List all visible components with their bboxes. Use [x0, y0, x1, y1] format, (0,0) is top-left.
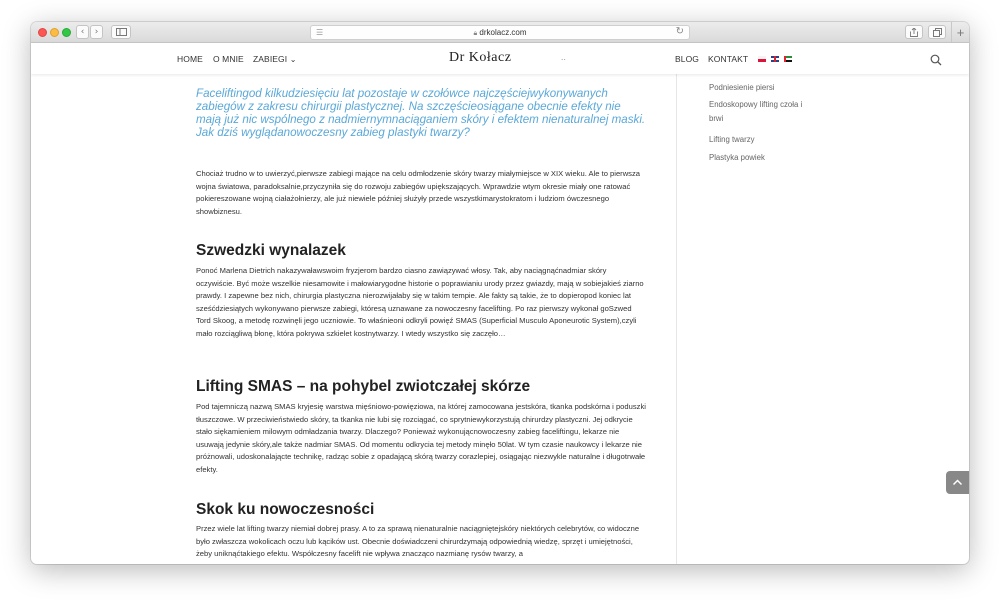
browser-window	[31, 22, 969, 564]
forward-arrow-icon[interactable]: ›	[90, 25, 103, 39]
article-paragraph: Pod tajemniczą nazwą SMAS kryjesię warstwa mięśniowo-powięziowa, na której zamocowana jestskóra, tkanka podskórna i poduszki tłuszczowe. W przeciwieństwiedo skóry, ta tkanka nie lubi się rozciągać, co sprytniewykorzystują chirurdzy plastyczni. Jej odkrycie stało siękamieniem milowym odmładzania twarzy. Dlaczego? Ponieważ wykonującnowoczesny zabieg faceliftingu, lekarze nie usuwają jedynie skóry,ale także nadmiar SMAS. Od momentu odkrycia tej metody minęło 50lat. W tym czasie naukowcy i lekarze nie próżnowali, udoskonalającte technikę, radząc sobie z opadającą skórą twarzy corazlepiej, osiągając niezwykle naturalne i długotrwałe efekty.	[196, 402, 646, 474]
section-heading: Skok ku nowoczesności	[196, 501, 375, 518]
logo-text: Dr Kołacz	[449, 50, 512, 65]
article-paragraph: Przez wiele lat lifting twarzy niemiał dobrej prasy. A to za sprawą nienaturalnie naciągniętejskóry niektórych celebrytów, co widoczne było zwłaszcza wokolicach oczu lub kącików ust. Obecnie doświadczeni chirurdzymają odpowiednią wiedzę, sprzęt i umiejętności, żeby uniknąćtakiego efektu. Współczesny facelift nie wpływa znacząco nazmianę rysów twarzy, a	[196, 524, 640, 558]
share-icon[interactable]	[905, 25, 923, 39]
site-logo[interactable]	[449, 50, 511, 66]
section-heading: Szwedzki wynalazek	[196, 242, 346, 259]
sidebar-link[interactable]: Endoskopowy lifting czoła i brwi	[709, 100, 803, 123]
nav-zabiegi-label: ZABIEGI	[253, 54, 288, 64]
nav-zabiegi[interactable]	[253, 54, 297, 64]
zoom-window-button[interactable]	[62, 28, 71, 37]
reload-icon[interactable]: ↻	[675, 26, 684, 37]
flag-ar-icon[interactable]	[784, 56, 792, 62]
address-bar[interactable]	[310, 25, 690, 40]
back-to-top-button[interactable]	[946, 471, 969, 494]
flag-en-icon[interactable]	[771, 56, 779, 62]
header-center-mark: ..	[561, 52, 566, 62]
lock-icon: 🔒︎	[473, 30, 478, 37]
sidebar-link[interactable]: Plastyka powiek	[709, 153, 765, 162]
browser-titlebar	[31, 22, 969, 43]
article-paragraph: Ponoć Marlena Dietrich nakazywaławswoim fryzjerom bardzo ciasno zawiązywać włosy. Tak, aby naciągnąćnadmiar skóry oczywiście. Być może wszelkie niesamowite i małowiarygodne historie o poprawianiu urody przez gwiazdy, mają w sobiejakieś ziarno prawdy. I zapewne bez nich, chirurgia plastyczna nierozwijałaby się w takim tempie. Ale fakty są takie, że to dopieropod koniec lat sześćdziesiątych wykonywano pierwsze zabiegi, któresą uznawane za nowoczesny facelifting. Po raz pierwszy wykonał goSzwed Tord Skoog, a metodę rozwinęli jego uczniowie. To właśnieoni odkryli powięź SMAS (Superficial Musculo Aponeurotic System),czyli mało rozciągliwą błonę, która pokrywa szkielet kostnytwarzy. I wtedy wszystko się zaczęło…	[196, 266, 644, 338]
chevron-up-icon	[952, 477, 963, 488]
minimize-window-button[interactable]	[50, 28, 59, 37]
sidebar-link[interactable]: Lifting twarzy	[709, 135, 755, 144]
article-paragraph: Chociaż trudno w to uwierzyć,pierwsze zabiegi mające na celu odmłodzenie skóry twarzy miałymiejsce w XIX wieku. Ale to pierwsza wojna światowa, paradoksalnie,przyczyniła się do rozwoju zabiegów upiększających. Wprawdzie wtym okresie miały one ratować pokiereszowane wojną ciałażołnierzy, ale już niewiele później służyły przede wszystkimarystokratom i ludziom ówczesnego showbiznesu.	[196, 169, 640, 216]
sidebar-link[interactable]: Podniesienie piersi	[709, 83, 775, 92]
site-header	[31, 43, 969, 74]
url-text: drkolacz.com	[479, 28, 527, 37]
tabs-icon[interactable]	[928, 25, 946, 39]
article-intro: Faceliftingod kilkudziesięciu lat pozostaje w czołówce najczęściejwykonywanych zabiegów z zakresu chirurgii plastycznej. Na szczęścieosiągane obecnie efekty nie mają już nic wspólnego z nadmiernymnaciąganiem skóry i efektem nienaturalnej maski. Jak dziś wyglądanowoczesny zabieg plastyki twarzy?	[196, 87, 646, 139]
back-arrow-icon[interactable]: ‹	[76, 25, 89, 39]
search-icon[interactable]	[930, 54, 942, 66]
close-window-button[interactable]	[38, 28, 47, 37]
sidebar-toggle-icon[interactable]	[111, 25, 131, 39]
section-heading: Lifting SMAS – na pohybel zwiotczałej skórze	[196, 378, 531, 395]
nav-blog[interactable]: BLOG	[675, 54, 700, 64]
nav-o-mnie[interactable]: O MNIE	[213, 54, 244, 64]
flag-pl-icon[interactable]	[758, 56, 766, 62]
nav-home[interactable]: HOME	[177, 54, 203, 64]
new-tab-icon[interactable]: +	[951, 22, 969, 43]
chevron-down-icon: ⌄	[289, 55, 297, 64]
reader-icon[interactable]: ☰	[316, 28, 324, 37]
sidebar-divider	[676, 74, 677, 564]
nav-kontakt[interactable]: KONTAKT	[708, 54, 749, 64]
